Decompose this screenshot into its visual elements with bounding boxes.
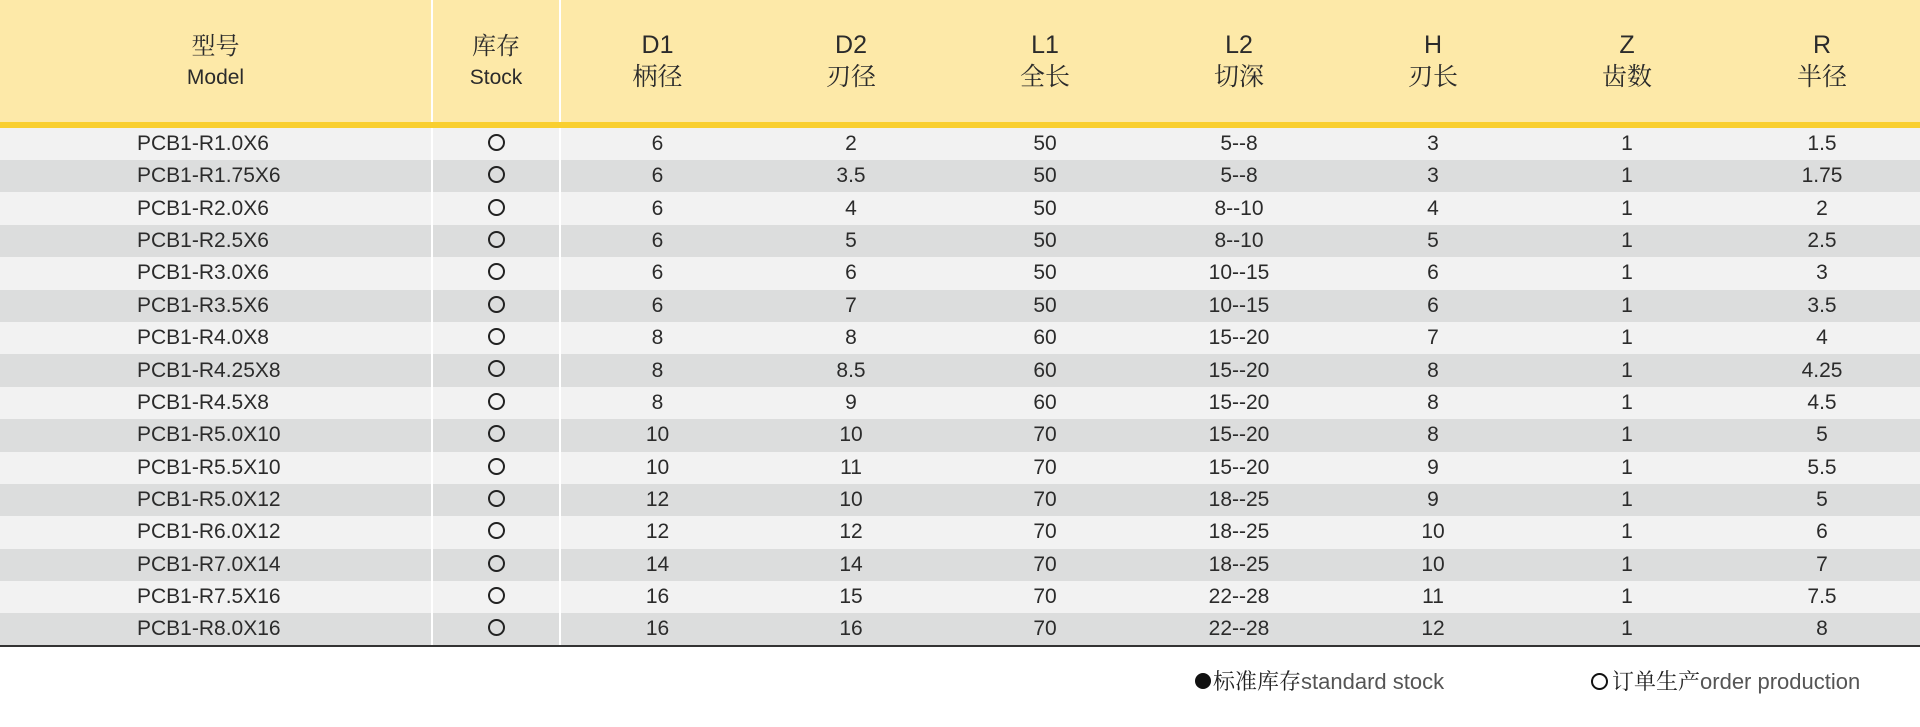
header-h: [1336, 0, 1530, 125]
cell-l2: 18--25: [1208, 552, 1270, 576]
cell-d1: 8: [651, 326, 664, 350]
cell-r: 3.5: [1807, 293, 1837, 317]
cell-l1: 50: [1033, 228, 1057, 252]
header-l1: [948, 0, 1142, 125]
cell-l2: 15--20: [1208, 390, 1270, 414]
cell-stock: [432, 452, 560, 484]
header-model-en: Model: [186, 66, 245, 89]
cell-l2: 22--28: [1142, 613, 1336, 646]
cell-l2: 15--20: [1208, 455, 1270, 479]
cell-d1: 8: [651, 358, 664, 382]
cell-r: 4: [1816, 326, 1828, 350]
cell-l1: 70: [1033, 423, 1057, 447]
hollow-circle-icon: [488, 587, 505, 604]
hollow-circle-icon: [488, 360, 505, 377]
cell-d2: 10: [839, 423, 863, 447]
cell-z: 1: [1621, 132, 1633, 155]
cell-model: PCB1-R1.0X6: [0, 125, 432, 160]
cell-h: 9: [1427, 488, 1439, 512]
cell-r: 8: [1724, 613, 1920, 646]
cell-z: 1: [1621, 358, 1633, 382]
cell-model: PCB1-R8.0X16: [0, 613, 432, 646]
header-r-cn: 半径: [1796, 63, 1847, 91]
cell-l2: 10--15: [1208, 261, 1270, 285]
hollow-circle-icon: [488, 490, 505, 507]
cell-stock: [432, 225, 560, 257]
cell-r: 7.5: [1807, 585, 1837, 609]
cell-d2: 8.5: [836, 358, 866, 382]
table-row: [0, 581, 1920, 613]
cell-stock: [432, 549, 560, 581]
cell-r: 2: [1816, 196, 1828, 220]
header-model: [0, 0, 432, 125]
cell-l2: 5--8: [1220, 164, 1258, 188]
cell-d1: 16: [560, 613, 754, 646]
cell-d2: 5: [845, 228, 857, 252]
cell-z: 1: [1621, 261, 1633, 285]
cell-z: 1: [1621, 228, 1633, 252]
cell-stock: [432, 516, 560, 548]
hollow-circle-icon: [488, 166, 505, 183]
table-row: [0, 549, 1920, 581]
hollow-circle-icon: [488, 522, 505, 539]
cell-h: 5: [1427, 228, 1439, 252]
cell-d1: 6: [651, 228, 664, 252]
cell-h: 11: [1422, 585, 1444, 609]
header-model-cn: 型号: [191, 33, 240, 60]
cell-d1: 6: [651, 261, 664, 285]
cell-model: PCB1-R4.5X8: [0, 387, 432, 419]
cell-model: PCB1-R5.5X10: [0, 452, 432, 484]
legend-order-production: [1591, 667, 1860, 697]
cell-h: 4: [1427, 196, 1439, 220]
hollow-circle-icon: [488, 199, 505, 216]
table-row: [0, 225, 1920, 257]
cell-model: PCB1-R4.0X8: [0, 322, 432, 354]
cell-d1: 12: [645, 520, 670, 544]
legend-order-en: order production: [1700, 669, 1861, 694]
cell-l2: 10--15: [1208, 293, 1270, 317]
hollow-circle-icon: [488, 134, 505, 151]
cell-stock: [432, 192, 560, 224]
cell-h: 12: [1336, 613, 1530, 646]
hollow-circle-icon: [488, 458, 505, 475]
cell-d2: 10: [839, 488, 863, 512]
header-d2: [754, 0, 948, 125]
cell-l1: 70: [1033, 585, 1057, 609]
table-row: [0, 192, 1920, 224]
header-d2-code: D2: [835, 31, 867, 59]
cell-l1: 70: [1033, 552, 1057, 576]
table-header-row: [0, 0, 1920, 125]
header-l1-code: L1: [1031, 31, 1059, 59]
cell-l2: 18--25: [1208, 488, 1270, 512]
legend-standard-stock: [1195, 667, 1444, 697]
table-row: [0, 387, 1920, 419]
cell-d1: 6: [651, 293, 664, 317]
cell-h: 8: [1427, 390, 1439, 414]
header-h-code: H: [1423, 31, 1443, 59]
cell-l2: 22--28: [1208, 585, 1270, 609]
header-h-cn: 刃长: [1407, 63, 1458, 91]
header-d1-cn: 柄径: [632, 63, 683, 91]
cell-stock: [432, 322, 560, 354]
hollow-circle-icon: [488, 425, 505, 442]
cell-d2: 2: [845, 132, 857, 155]
cell-l1: 50: [1033, 196, 1057, 220]
cell-d2: 11: [840, 455, 862, 479]
header-d2-cn: 刃径: [825, 63, 876, 91]
cell-d1: 14: [645, 552, 670, 576]
cell-model: PCB1-R1.75X6: [0, 160, 432, 192]
cell-d1: 12: [645, 488, 670, 512]
cell-z: 1: [1621, 455, 1633, 479]
filled-circle-icon: [1195, 673, 1211, 689]
cell-d2: 6: [845, 261, 857, 285]
cell-l1: 50: [1033, 164, 1057, 188]
cell-h: 6: [1427, 261, 1439, 285]
cell-l2: 18--25: [1208, 520, 1270, 544]
cell-stock: [432, 419, 560, 451]
cell-l2: 15--20: [1208, 423, 1270, 447]
cell-d2: 14: [839, 552, 863, 576]
cell-d1: 8: [651, 390, 664, 414]
hollow-circle-icon: [488, 393, 505, 410]
hollow-circle-icon: [488, 619, 505, 636]
cell-stock: [432, 160, 560, 192]
hollow-circle-icon: [488, 231, 505, 248]
cell-h: 8: [1427, 423, 1439, 447]
cell-d2: 4: [845, 196, 857, 220]
cell-r: 6: [1816, 520, 1828, 544]
header-l1-cn: 全长: [1019, 63, 1070, 91]
cell-h: 6: [1427, 293, 1439, 317]
cell-r: 2.5: [1807, 228, 1837, 252]
cell-r: 1.75: [1801, 164, 1843, 188]
cell-d2: 7: [845, 293, 857, 317]
cell-z: 1: [1621, 488, 1633, 512]
header-z-code: Z: [1619, 31, 1635, 59]
cell-l1: 70: [1033, 455, 1057, 479]
header-d1-code: D1: [641, 31, 674, 59]
legend: [0, 667, 1920, 697]
table-row: [0, 125, 1920, 160]
cell-z: 1: [1621, 326, 1633, 350]
cell-d2: 3.5: [836, 164, 866, 188]
legend-standard-en: standard stock: [1301, 669, 1445, 694]
cell-model: PCB1-R6.0X12: [0, 516, 432, 548]
cell-d2: 15: [839, 585, 863, 609]
cell-d1: 10: [645, 455, 670, 479]
header-z: [1530, 0, 1724, 125]
header-d1: [560, 0, 754, 125]
cell-l1: 50: [1033, 293, 1057, 317]
cell-stock: [432, 354, 560, 386]
header-stock: [432, 0, 560, 125]
cell-l2: 8--10: [1214, 228, 1264, 252]
cell-h: 10: [1421, 552, 1445, 576]
table-row: [0, 257, 1920, 289]
cell-d2: 16: [754, 613, 948, 646]
header-l2-code: L2: [1225, 31, 1253, 59]
header-l2-cn: 切深: [1213, 63, 1264, 91]
table-row: [0, 354, 1920, 386]
hollow-circle-icon: [488, 296, 505, 313]
cell-model: PCB1-R3.0X6: [0, 257, 432, 289]
cell-l2: 15--20: [1208, 358, 1270, 382]
cell-z: 1: [1621, 552, 1633, 576]
cell-l2: 15--20: [1208, 326, 1270, 350]
cell-h: 3: [1427, 132, 1439, 155]
cell-r: 4.25: [1801, 358, 1843, 382]
cell-l2: 5--8: [1220, 132, 1258, 155]
cell-z: 1: [1621, 585, 1633, 609]
cell-d2: 12: [839, 520, 863, 544]
table-row: [0, 160, 1920, 192]
cell-stock: [432, 257, 560, 289]
cell-d1: 6: [651, 196, 664, 220]
cell-model: PCB1-R2.5X6: [0, 225, 432, 257]
cell-z: 1: [1621, 293, 1633, 317]
cell-r: 5.5: [1807, 455, 1837, 479]
table-row: [0, 290, 1920, 322]
cell-h: 9: [1427, 455, 1439, 479]
header-l2: [1142, 0, 1336, 125]
cell-d2: 9: [845, 390, 857, 414]
cell-model: PCB1-R5.0X12: [0, 484, 432, 516]
cell-stock: [432, 387, 560, 419]
cell-z: 1: [1621, 164, 1633, 188]
cell-d1: 16: [645, 585, 670, 609]
cell-z: 1: [1621, 423, 1633, 447]
header-r: [1724, 0, 1920, 125]
header-stock-cn: 库存: [472, 33, 520, 60]
cell-l1: 70: [1033, 520, 1057, 544]
cell-h: 8: [1427, 358, 1439, 382]
legend-order-cn: 订单生产: [1612, 669, 1701, 694]
cell-model: PCB1-R4.25X8: [0, 354, 432, 386]
cell-z: 1: [1621, 390, 1633, 414]
cell-r: 4.5: [1807, 390, 1837, 414]
table-row: [0, 613, 1920, 646]
cell-r: 5: [1816, 488, 1828, 512]
header-r-code: R: [1812, 31, 1832, 59]
hollow-circle-icon: [488, 263, 505, 280]
cell-r: 5: [1816, 423, 1828, 447]
cell-model: PCB1-R5.0X10: [0, 419, 432, 451]
cell-d1: 6: [651, 164, 664, 188]
table-row: [0, 516, 1920, 548]
header-stock-en: Stock: [469, 66, 523, 89]
cell-l1: 60: [1033, 358, 1057, 382]
cell-z: 1: [1621, 196, 1633, 220]
cell-r: 7: [1816, 552, 1828, 576]
hollow-circle-icon: [1591, 673, 1608, 690]
cell-h: 10: [1421, 520, 1445, 544]
cell-model: PCB1-R3.5X6: [0, 290, 432, 322]
cell-r: 1.5: [1807, 132, 1837, 155]
cell-stock: [432, 581, 560, 613]
cell-z: 1: [1530, 613, 1724, 646]
cell-r: 3: [1816, 261, 1828, 285]
cell-h: 7: [1427, 326, 1439, 350]
cell-stock: [432, 290, 560, 322]
hollow-circle-icon: [488, 555, 505, 572]
hollow-circle-icon: [488, 328, 505, 345]
cell-stock: [432, 125, 560, 160]
cell-l1: 70: [948, 613, 1142, 646]
cell-l2: 8--10: [1214, 196, 1264, 220]
cell-model: PCB1-R2.0X6: [0, 192, 432, 224]
cell-l1: 70: [1033, 488, 1057, 512]
legend-standard-cn: 标准库存: [1213, 669, 1302, 694]
table-row: [0, 322, 1920, 354]
cell-d1: 6: [651, 132, 664, 155]
cell-l1: 60: [1033, 326, 1057, 350]
table-row: [0, 452, 1920, 484]
cell-l1: 50: [1033, 132, 1057, 155]
cell-z: 1: [1621, 520, 1633, 544]
cell-l1: 60: [1033, 390, 1057, 414]
header-z-cn: 齿数: [1601, 63, 1652, 91]
cell-model: PCB1-R7.0X14: [0, 549, 432, 581]
table-row: [0, 419, 1920, 451]
cell-d2: 8: [845, 326, 857, 350]
cell-stock: [432, 484, 560, 516]
table-body: [0, 125, 1920, 646]
cell-l1: 50: [1033, 261, 1057, 285]
table-row: [0, 484, 1920, 516]
cell-stock: [432, 613, 560, 646]
cell-h: 3: [1427, 164, 1439, 188]
cell-model: PCB1-R7.5X16: [0, 581, 432, 613]
cell-d1: 10: [645, 423, 670, 447]
